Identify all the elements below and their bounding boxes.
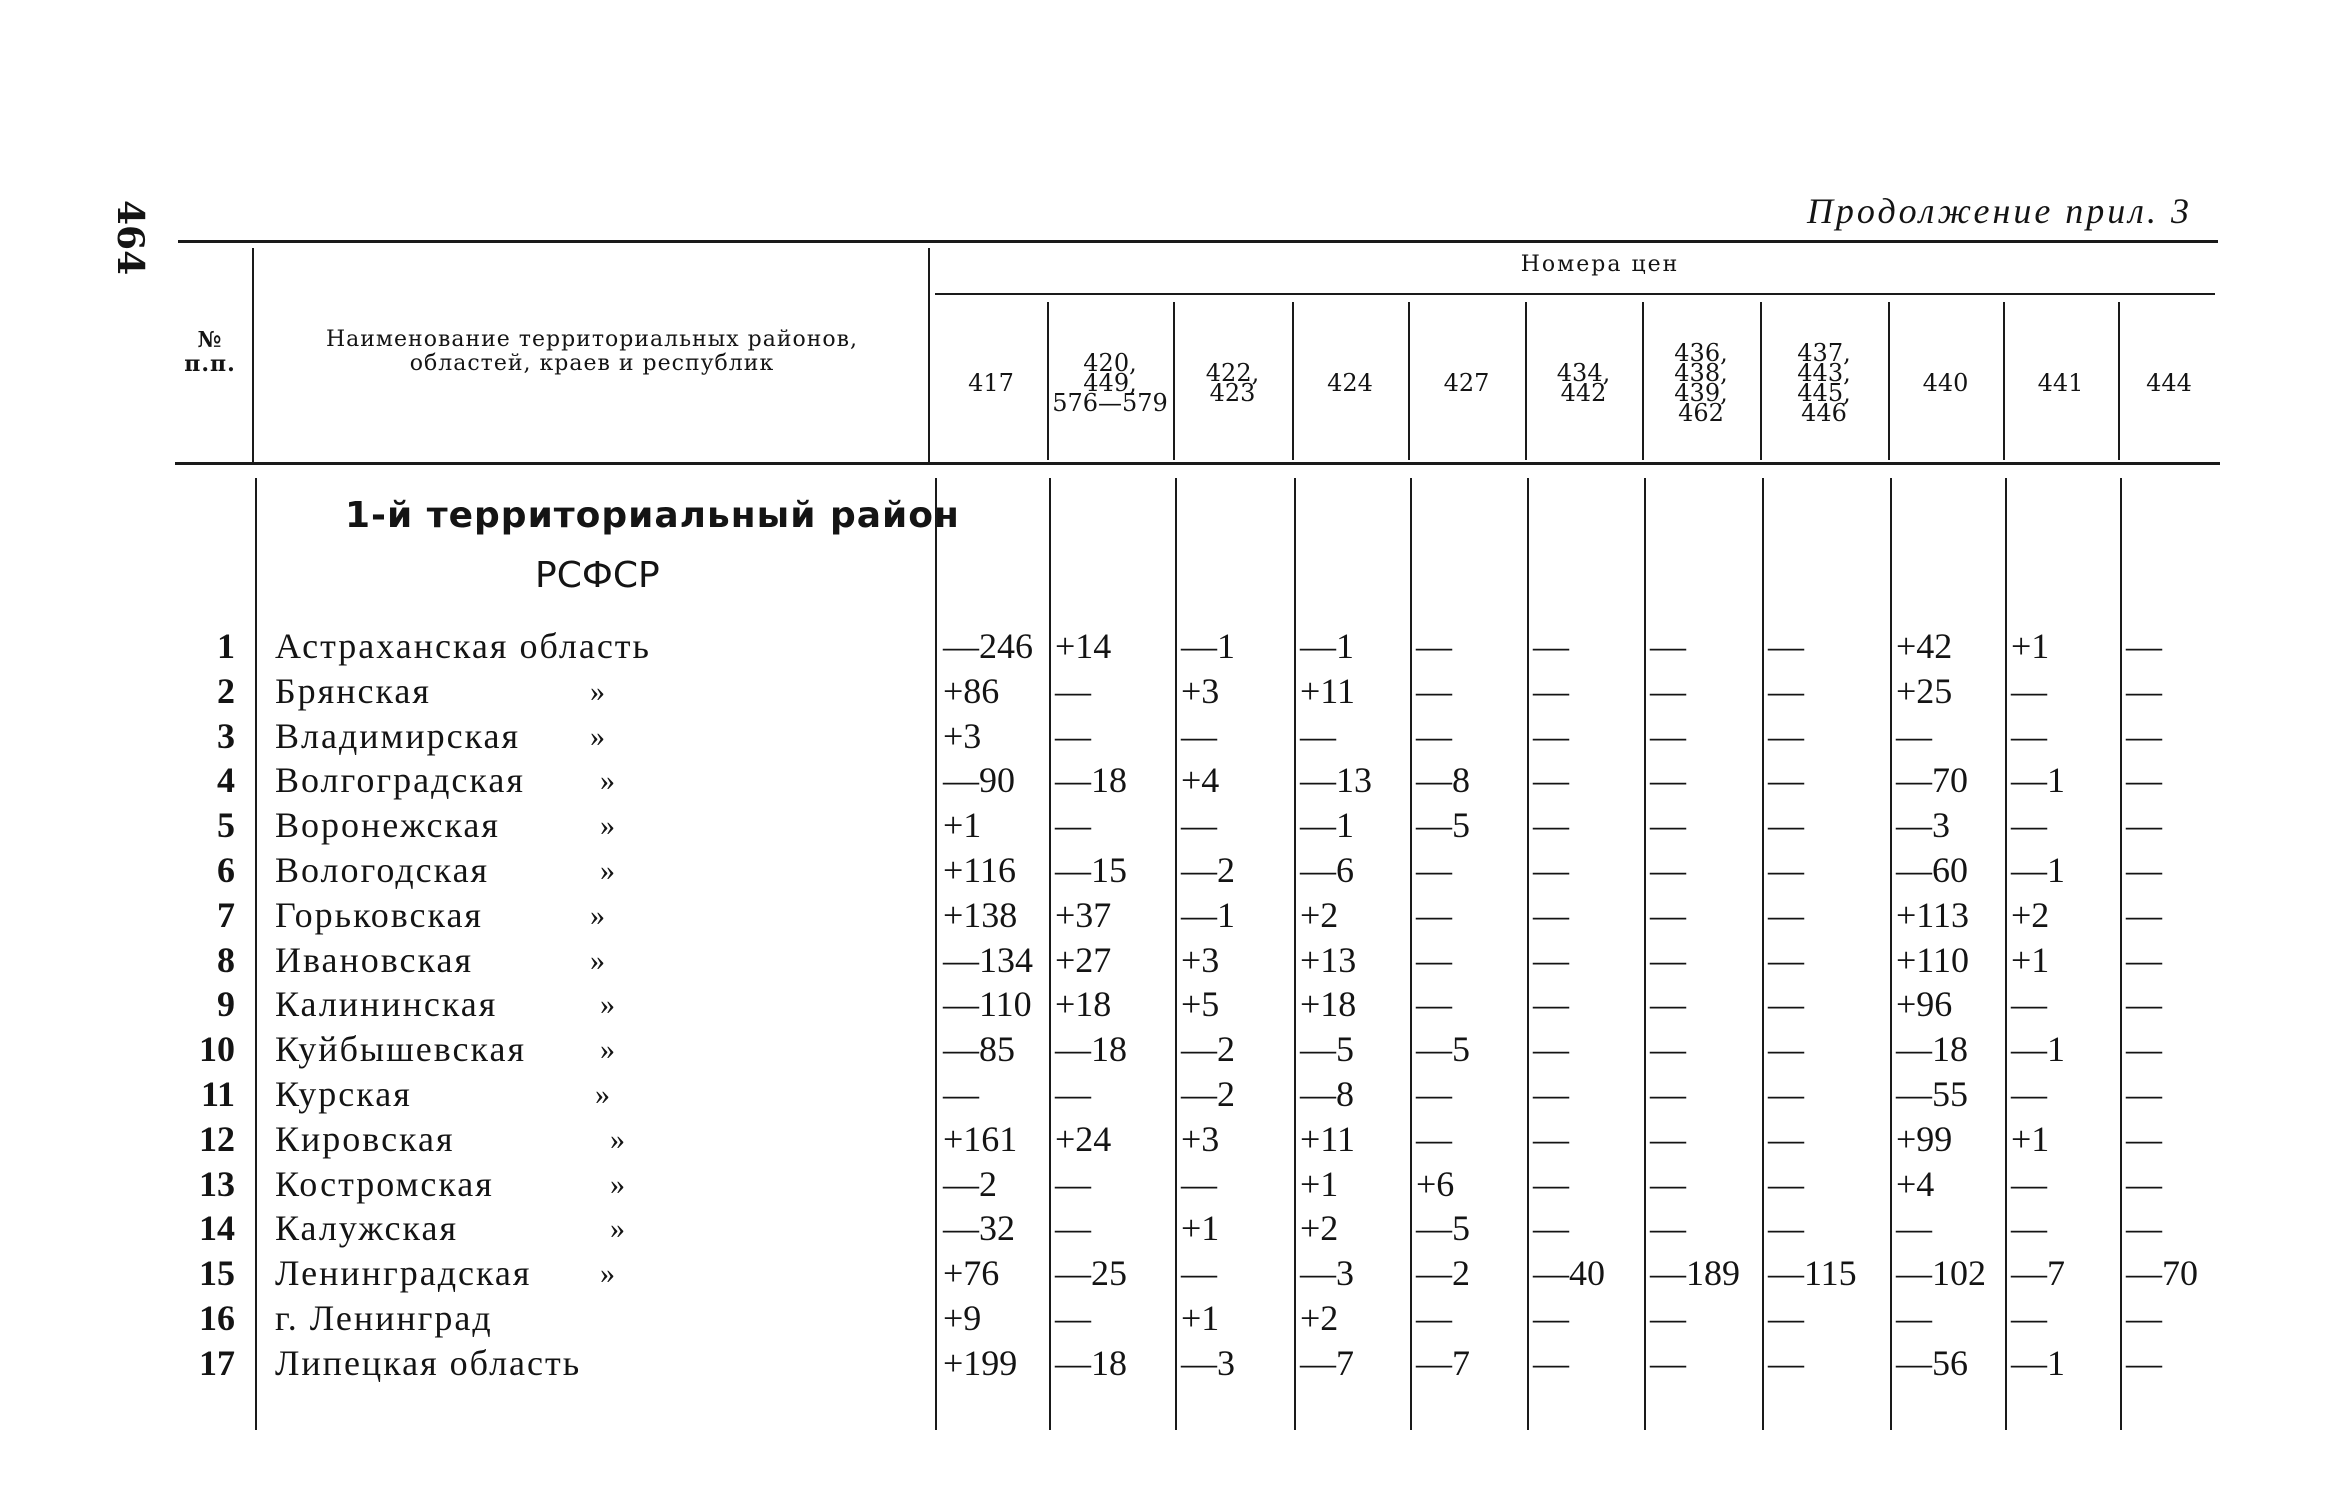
price-value: +11 xyxy=(1300,670,1355,711)
price-value: +96 xyxy=(1896,984,1953,1025)
table-row xyxy=(0,938,2332,983)
price-value: — xyxy=(2126,1163,2162,1204)
price-value: — xyxy=(1650,894,1686,935)
row-number: 2 xyxy=(217,670,235,711)
col-divider xyxy=(1173,302,1175,460)
price-value: — xyxy=(2126,1029,2162,1070)
price-value: —18 xyxy=(1896,1029,1968,1070)
price-value: —2 xyxy=(1181,850,1235,890)
price-value: —5 xyxy=(1416,1208,1470,1249)
price-value: — xyxy=(1416,715,1452,756)
price-value: — xyxy=(2126,1342,2162,1383)
ditto-mark: » xyxy=(610,1167,625,1201)
price-value: +11 xyxy=(1300,1118,1355,1159)
row-number: 1 xyxy=(217,626,235,666)
price-value: — xyxy=(1650,1208,1686,1249)
price-value: +42 xyxy=(1896,626,1953,666)
price-value: — xyxy=(1768,626,1804,666)
price-value: +3 xyxy=(1181,670,1220,711)
price-column-header: 436, 438, 439, 462 xyxy=(1674,339,1728,427)
col-divider xyxy=(1292,302,1294,460)
price-value: +161 xyxy=(943,1118,1018,1159)
price-value: —55 xyxy=(1896,1074,1968,1114)
price-value: — xyxy=(2126,894,2162,935)
price-value: +86 xyxy=(943,670,1000,711)
table-row xyxy=(0,1251,2332,1296)
price-value: +6 xyxy=(1416,1163,1455,1204)
price-column-header: 420, 449, 576—579 xyxy=(1052,349,1168,417)
col-divider xyxy=(1525,302,1527,460)
price-value: — xyxy=(2011,984,2047,1025)
price-value: — xyxy=(1533,626,1569,666)
price-value: — xyxy=(1533,1029,1569,1070)
price-value: — xyxy=(1650,1163,1686,1204)
price-value: +138 xyxy=(943,894,1018,935)
price-value: +1 xyxy=(2011,939,2050,980)
price-value: — xyxy=(1416,670,1452,711)
row-number: 11 xyxy=(200,1074,235,1114)
ditto-mark: » xyxy=(600,1257,615,1291)
price-value: — xyxy=(1533,1074,1569,1114)
price-value: —115 xyxy=(1768,1253,1857,1294)
price-value: +116 xyxy=(943,850,1016,890)
price-value: —189 xyxy=(1650,1253,1740,1294)
row-number: 13 xyxy=(199,1163,235,1204)
price-value: —5 xyxy=(1416,1029,1470,1070)
price-value: — xyxy=(1768,1342,1804,1383)
ditto-mark: » xyxy=(600,809,615,843)
row-number: 8 xyxy=(217,939,235,980)
table-row xyxy=(0,803,2332,848)
col-divider xyxy=(2118,302,2120,460)
price-value: — xyxy=(1768,670,1804,711)
price-value: — xyxy=(1768,984,1804,1025)
table-row xyxy=(0,1162,2332,1207)
price-value: —2 xyxy=(1181,1029,1235,1070)
prices-header-rule xyxy=(935,293,2215,295)
ditto-mark: » xyxy=(600,1033,615,1067)
price-value: —1 xyxy=(1300,626,1354,666)
price-value: —1 xyxy=(2011,1029,2065,1070)
table-row xyxy=(0,624,2332,669)
price-value: — xyxy=(1055,805,1091,846)
price-value: — xyxy=(2126,850,2162,890)
row-number: 9 xyxy=(217,984,235,1025)
price-value: —90 xyxy=(943,760,1015,801)
num-header: № п.п. xyxy=(184,327,236,377)
price-value: — xyxy=(1416,1074,1452,1114)
table-row xyxy=(0,1206,2332,1251)
ditto-mark: » xyxy=(590,719,605,753)
ditto-mark: » xyxy=(600,764,615,798)
region-name: Костромская xyxy=(275,1163,494,1204)
price-value: +27 xyxy=(1055,939,1112,980)
price-column-header: 444 xyxy=(2146,369,2192,397)
price-value: — xyxy=(1650,626,1686,666)
price-value: — xyxy=(1768,760,1804,801)
price-value: — xyxy=(1650,1118,1686,1159)
ditto-mark: » xyxy=(590,943,605,977)
price-value: —1 xyxy=(1181,626,1235,666)
price-value: — xyxy=(1055,1163,1091,1204)
price-value: —15 xyxy=(1055,850,1127,890)
header-bottom-rule xyxy=(175,462,2220,465)
price-value: — xyxy=(1533,850,1569,890)
price-value: — xyxy=(1533,715,1569,756)
price-value: +24 xyxy=(1055,1118,1112,1159)
price-column-header: 441 xyxy=(2037,369,2084,397)
row-number: 5 xyxy=(217,805,235,846)
price-value: +110 xyxy=(1896,939,1969,980)
price-value: — xyxy=(1416,984,1452,1025)
price-value: —70 xyxy=(2126,1253,2198,1294)
region-name: Вологодская xyxy=(275,850,490,890)
price-column-header: 422, 423 xyxy=(1205,359,1260,407)
col-divider xyxy=(1888,302,1890,460)
price-value: —1 xyxy=(1300,805,1354,846)
price-column-header: 424 xyxy=(1327,369,1373,397)
ditto-mark: » xyxy=(590,898,605,932)
region-name: Горьковская xyxy=(275,894,483,935)
row-number: 3 xyxy=(217,715,235,756)
price-value: — xyxy=(2126,670,2162,711)
price-value: — xyxy=(1650,760,1686,801)
price-value: — xyxy=(1650,984,1686,1025)
table-row xyxy=(0,982,2332,1027)
price-value: — xyxy=(1896,715,1932,756)
price-value: —3 xyxy=(1181,1342,1235,1383)
price-value: — xyxy=(1533,894,1569,935)
price-value: —18 xyxy=(1055,760,1127,801)
price-column-header: 434, 442 xyxy=(1556,359,1611,407)
ditto-mark: » xyxy=(595,1078,610,1111)
price-value: — xyxy=(1768,939,1804,980)
col-divider xyxy=(252,248,254,462)
price-value: — xyxy=(1768,1074,1804,1114)
col-divider xyxy=(2003,302,2005,460)
table-row xyxy=(0,714,2332,759)
price-value: — xyxy=(1768,1208,1804,1249)
price-value: — xyxy=(2011,1163,2047,1204)
col-divider xyxy=(928,248,930,462)
region-name: г. Ленинград xyxy=(275,1298,493,1338)
section-subtitle: РСФСР xyxy=(535,555,660,596)
price-value: —32 xyxy=(943,1208,1015,1249)
price-value: — xyxy=(2011,1208,2047,1249)
price-value: — xyxy=(2126,1298,2162,1338)
page-number: 464 xyxy=(109,200,151,276)
price-value: —3 xyxy=(1300,1253,1354,1294)
price-value: — xyxy=(1768,715,1804,756)
price-value: —1 xyxy=(2011,760,2065,801)
table-row xyxy=(0,1341,2332,1386)
price-value: +4 xyxy=(1181,760,1220,801)
price-value: — xyxy=(2126,760,2162,801)
price-value: — xyxy=(1055,670,1091,711)
name-header: Наименование территориальных районов, областей, краев и республик xyxy=(325,327,859,376)
price-value: — xyxy=(1055,1208,1091,1249)
price-value: — xyxy=(1533,1118,1569,1159)
price-value: —1 xyxy=(1181,894,1235,935)
price-value: — xyxy=(2126,939,2162,980)
price-column-header: 417 xyxy=(968,369,1014,397)
price-value: — xyxy=(1055,715,1091,756)
price-value: — xyxy=(2011,1074,2047,1114)
ditto-mark: » xyxy=(600,854,615,887)
price-value: — xyxy=(1181,715,1217,756)
table-top-rule xyxy=(178,240,2218,243)
price-value: — xyxy=(1650,1029,1686,1070)
price-value: +14 xyxy=(1055,626,1112,666)
price-value: — xyxy=(1533,984,1569,1025)
price-value: +2 xyxy=(1300,1298,1339,1338)
price-value: — xyxy=(1650,939,1686,980)
price-value: — xyxy=(1650,805,1686,846)
price-value: +113 xyxy=(1896,894,1969,935)
price-value: +18 xyxy=(1300,984,1357,1025)
ditto-mark: » xyxy=(610,1212,625,1246)
region-name: Ивановская xyxy=(275,939,474,980)
price-value: +37 xyxy=(1055,894,1112,935)
price-value: +5 xyxy=(1181,984,1220,1025)
region-name: Волгоградская xyxy=(275,760,525,801)
price-value: —134 xyxy=(943,939,1033,980)
price-value: — xyxy=(1768,1118,1804,1159)
price-value: —7 xyxy=(1416,1342,1470,1383)
price-value: +25 xyxy=(1896,670,1953,711)
table-row xyxy=(0,758,2332,803)
price-value: — xyxy=(1650,850,1686,890)
region-name: Калининская xyxy=(275,984,498,1025)
price-value: —6 xyxy=(1300,850,1354,890)
price-value: — xyxy=(1416,626,1452,666)
price-value: —85 xyxy=(943,1029,1015,1070)
price-value: —1 xyxy=(2011,1342,2065,1383)
section-title: 1-й территориальный район xyxy=(345,495,960,536)
price-value: +99 xyxy=(1896,1118,1953,1159)
row-number: 4 xyxy=(217,760,235,801)
price-value: — xyxy=(1650,670,1686,711)
price-value: +2 xyxy=(1300,1208,1339,1249)
price-value: — xyxy=(1768,1029,1804,1070)
price-value: — xyxy=(1650,1342,1686,1383)
price-value: —70 xyxy=(1896,760,1968,801)
table-row xyxy=(0,1117,2332,1162)
price-value: — xyxy=(1650,715,1686,756)
price-value: — xyxy=(1768,850,1804,890)
table-row xyxy=(0,1072,2332,1117)
price-value: +2 xyxy=(1300,894,1339,935)
price-value: — xyxy=(1181,805,1217,846)
price-value: +76 xyxy=(943,1253,1000,1294)
price-value: —60 xyxy=(1896,850,1968,890)
price-value: +1 xyxy=(1181,1298,1220,1338)
ditto-mark: » xyxy=(600,988,615,1022)
region-name: Калужская xyxy=(275,1208,459,1249)
price-value: — xyxy=(1416,939,1452,980)
ditto-mark: » xyxy=(590,674,605,708)
price-value: +13 xyxy=(1300,939,1357,980)
price-value: — xyxy=(1896,1208,1932,1249)
price-value: — xyxy=(943,1074,979,1114)
price-value: — xyxy=(1896,1298,1932,1338)
price-value: —8 xyxy=(1416,760,1470,801)
region-name: Липецкая область xyxy=(275,1342,582,1383)
region-name: Брянская xyxy=(275,670,431,711)
region-name: Кировская xyxy=(275,1118,455,1159)
price-value: — xyxy=(1416,1298,1452,1338)
price-value: — xyxy=(2126,626,2162,666)
row-number: 10 xyxy=(199,1029,235,1070)
col-divider xyxy=(1047,302,1049,460)
row-number: 7 xyxy=(217,894,235,935)
price-value: —8 xyxy=(1300,1074,1354,1114)
row-number: 6 xyxy=(217,850,235,890)
price-value: —7 xyxy=(2011,1253,2065,1294)
price-value: —2 xyxy=(943,1163,997,1204)
price-value: +4 xyxy=(1896,1163,1935,1204)
row-number: 16 xyxy=(199,1298,235,1338)
price-value: —2 xyxy=(1416,1253,1470,1294)
price-value: — xyxy=(2126,1118,2162,1159)
price-value: — xyxy=(1533,1208,1569,1249)
price-value: — xyxy=(2011,805,2047,846)
price-value: —56 xyxy=(1896,1342,1968,1383)
price-value: —1 xyxy=(2011,850,2065,890)
table-row xyxy=(0,1027,2332,1072)
price-value: — xyxy=(1533,1342,1569,1383)
price-value: — xyxy=(1181,1163,1217,1204)
prices-header: Номера цен xyxy=(1520,252,1680,277)
region-name: Астраханская область xyxy=(275,626,651,666)
price-value: — xyxy=(1300,715,1336,756)
price-value: — xyxy=(1768,1163,1804,1204)
price-value: —5 xyxy=(1300,1029,1354,1070)
price-value: —18 xyxy=(1055,1029,1127,1070)
price-value: — xyxy=(1416,894,1452,935)
price-value: — xyxy=(1533,760,1569,801)
price-column-header: 427 xyxy=(1443,369,1490,397)
price-value: —25 xyxy=(1055,1253,1127,1294)
price-value: — xyxy=(2011,670,2047,711)
price-value: — xyxy=(2126,1074,2162,1114)
price-value: — xyxy=(2011,715,2047,756)
price-value: +3 xyxy=(1181,1118,1220,1159)
price-value: — xyxy=(1416,850,1452,890)
table-row xyxy=(0,669,2332,714)
price-value: —13 xyxy=(1300,760,1372,801)
price-value: — xyxy=(1055,1074,1091,1114)
region-name: Ленинградская xyxy=(275,1253,532,1294)
price-value: — xyxy=(2126,1208,2162,1249)
price-value: — xyxy=(1533,670,1569,711)
price-value: — xyxy=(1533,939,1569,980)
price-value: —2 xyxy=(1181,1074,1235,1114)
row-number: 15 xyxy=(199,1253,235,1294)
price-value: —18 xyxy=(1055,1342,1127,1383)
col-divider xyxy=(1408,302,1410,460)
region-name: Курская xyxy=(275,1074,412,1114)
region-name: Воронежская xyxy=(275,805,500,846)
price-value: — xyxy=(1650,1298,1686,1338)
price-value: +3 xyxy=(943,715,982,756)
price-value: — xyxy=(2126,805,2162,846)
table-row xyxy=(0,848,2332,893)
ditto-mark: » xyxy=(610,1122,625,1156)
price-value: — xyxy=(1768,805,1804,846)
continuation-label: Продолжение прил. 3 xyxy=(1806,191,2192,231)
price-value: — xyxy=(2011,1298,2047,1338)
price-value: — xyxy=(2126,984,2162,1025)
region-name: Владимирская xyxy=(275,715,521,756)
col-divider xyxy=(1760,302,1762,460)
price-value: +1 xyxy=(2011,1118,2050,1159)
row-number: 17 xyxy=(199,1342,235,1383)
price-value: — xyxy=(1055,1298,1091,1338)
price-value: — xyxy=(1768,894,1804,935)
price-value: —246 xyxy=(943,626,1033,666)
price-value: — xyxy=(1416,1118,1452,1159)
col-divider xyxy=(1642,302,1644,460)
region-name: Куйбышевская xyxy=(275,1029,527,1070)
price-value: —7 xyxy=(1300,1342,1354,1383)
price-value: — xyxy=(1533,1298,1569,1338)
price-value: +1 xyxy=(1181,1208,1220,1249)
table-row xyxy=(0,893,2332,938)
price-value: —110 xyxy=(943,984,1032,1025)
price-value: +2 xyxy=(2011,894,2050,935)
price-value: +1 xyxy=(943,805,982,846)
price-value: —5 xyxy=(1416,805,1470,846)
price-value: —40 xyxy=(1533,1253,1605,1294)
price-value: — xyxy=(1533,1163,1569,1204)
price-value: +18 xyxy=(1055,984,1112,1025)
price-value: — xyxy=(1768,1298,1804,1338)
price-value: +1 xyxy=(1300,1163,1339,1204)
price-value: —102 xyxy=(1896,1253,1986,1294)
price-value: +199 xyxy=(943,1342,1018,1383)
row-number: 14 xyxy=(199,1208,235,1249)
price-value: +3 xyxy=(1181,939,1220,980)
price-value: +9 xyxy=(943,1298,982,1338)
price-value: — xyxy=(2126,715,2162,756)
price-column-header: 437, 443, 445, 446 xyxy=(1797,339,1851,427)
price-value: — xyxy=(1650,1074,1686,1114)
price-value: — xyxy=(1533,805,1569,846)
row-number: 12 xyxy=(199,1118,235,1159)
price-value: — xyxy=(1181,1253,1217,1294)
table-row xyxy=(0,1296,2332,1341)
price-value: +1 xyxy=(2011,626,2050,666)
price-column-header: 440 xyxy=(1922,369,1969,397)
price-value: —3 xyxy=(1896,805,1950,846)
